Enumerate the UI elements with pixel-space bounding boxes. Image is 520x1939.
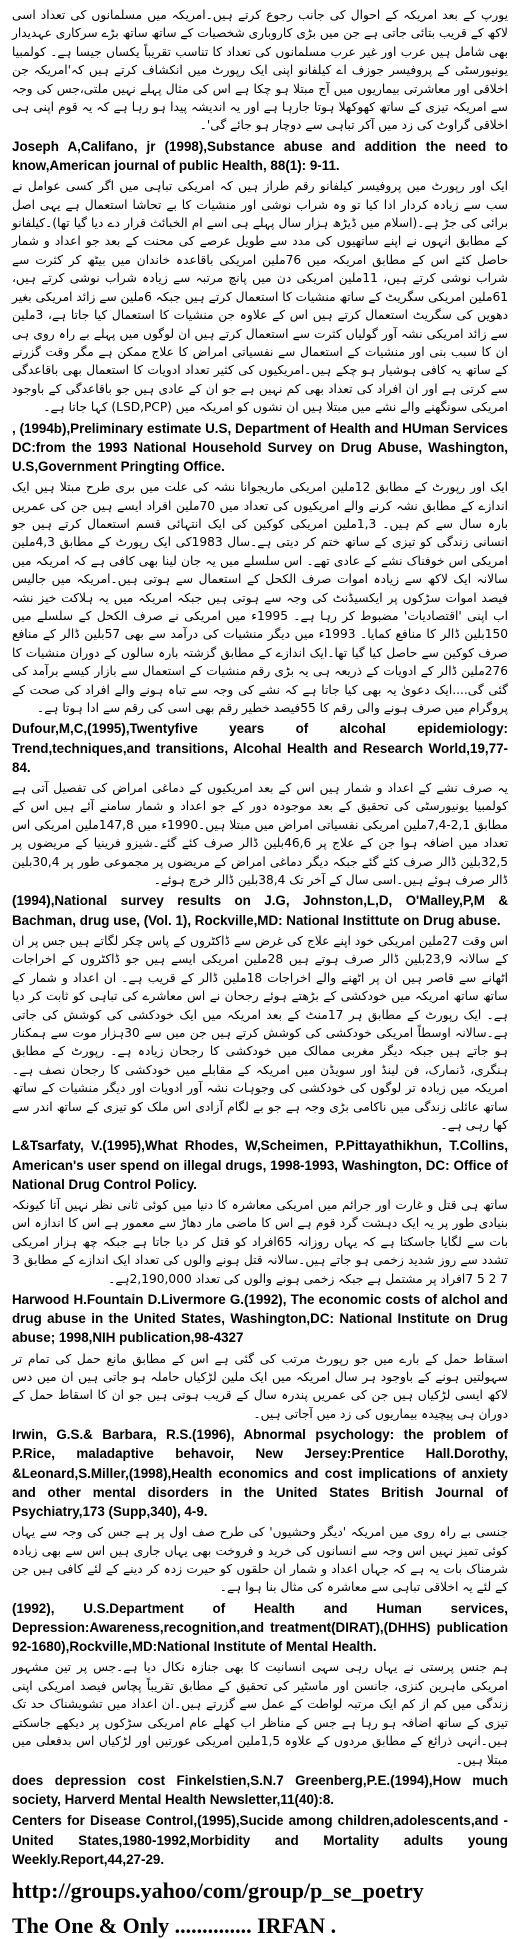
- reference-citation: Irwin, G.S.& Barbara, R.S.(1996), Abnormal psychology: the problem of P.Rice, maladaptive behavoir, New Jersey:Prentice Hall.Dorothy, &Leonard,S.Miller,(1998),Health economics and cost implications of anxiety and other mental disorders in the United States British Journal of Psychiatry,173 (Supp,340), 4-9.: [12, 1427, 508, 1520]
- reference-citation: (1994),National survey results on J.G, Johnston,L,D, O'Malley,P,M & Bachman, drug use, (Vol. 1), Rockville,MD: National Instittute on Drug abuse.: [12, 893, 508, 928]
- reference-citation: Centers for Disease Control,(1995),Sucide among children,adolescents,and -United States,1980-1992,Morbidity and Mortality adults young Weekly.Report,44,27-29.: [12, 1813, 508, 1867]
- urdu-paragraph: ایک اور رپورٹ میں پروفیسر کیلفانو رقم طراز ہیں کہ امریکی تباہی میں اگر کسی عوامل نے سب سے زیادہ کردار ادا کیا تو وہ شراب نوشی اور منشیات کا بے تحاشا استعمال ہے یہی اصل برائی کی جڑ ہے۔(اسلام میں ڈیڑھ ہزار سال پہلے ہی اسے ام الخبائث قرار دے دیا گیا تھا)۔کیلفانو کے مطابق انہوں نے اپنے ساتھیوں کی مدد سے طویل عرصے کی محنت کے بعد جو اعداد و شمار حاصل کئے اس کے مطابق امریکہ میں 76ملین امریکی باقاعدہ خاندان میں بیٹھ کر کثرت سے شراب نوشی کرتے ہیں، 11ملین امریکی دن میں پانچ مرتبہ سے زیادہ شراب نوشی کرتے ہیں، 61ملین امریکی سگریٹ کے ساتھ منشیات کا استعمال کرتے ہیں جبکہ 6ملین سے زائد امریکی بغیر دھویں کی سگریٹ استعمال کرتے ہیں اس کے علاوہ جن منشیات کا استعمال کیا جاتا ہے، 3ملین سے زائد امریکی نشہ آور گولیاں کثرت سے استعمال کرتے ہیں ان لوگوں میں پہلے بے راہ روی ہی ان کا سبب بنی اور منشیات کے استعمال سے نفسیاتی امراض کا علاج ممکن ہے مگر وقت گزرنے کے ساتھ یہ کافی ہوشیار ہو چکے ہیں۔امریکیوں کی کثیر تعداد ادویات کا استعمال بھی باقاعدگی سے کرتی ہے اور ان افراد کی تعداد بھی کم نہیں ہے جو ان کے عادی ہیں جو باقاعدگی کے باوجود امریکی سونگھنے والے نشے میں مبتلا ہیں ان نشوں کو امریکہ میں (LSD,PCP) کہا جاتا ہے۔: [12, 179, 509, 415]
- urdu-paragraph: اسقاط حمل کے بارے میں جو رپورٹ مرتب کی گئی ہے اس کے مطابق مانع حمل کی تمام تر سہولتیں ہونے کے باوجود ہر سال امریکہ میں ایک ملین لڑکیاں حاملہ ہو جاتی ہیں ان میں دس لاکھ ایسی لڑکیاں ہیں جن کی عمریں پندرہ سال کے قریب ہوتی ہیں جو ان کا اسقاط حمل کے دوران ہی پیچیدہ بیماریوں کی زد میں آجاتی ہیں۔: [12, 1351, 508, 1421]
- article-body: [12, 6, 508, 1869]
- reference-citation: Joseph A,Califano, jr (1998),Substance abuse and addition the need to know,American journal of public Health, 88(1): 9-11.: [12, 138, 508, 174]
- reference-citation: Dufour,M,C,(1995),Twentyfive years of alcohal epidemiology: Trend,techniques,and transitions, Alcohal Health and Research World,19,77-84.: [12, 721, 508, 775]
- urdu-paragraph: ہم جنس پرستی نے یہاں رہی سہی انسانیت کا بھی جنازہ نکال دیا ہے۔جس پر تین مشہور امریکی ماہرین کنزی، جانسن اور ماسٹیر کی تحقیق کے مطابق تقریباً پچاس فیصد امریکی اپنی زندگی میں کم از کم ایک مرتبہ لواطت کے عمل سے گزرتے ہیں۔ان اعداد میں تشویشناک حد تک تیزی کے ساتھ اضافہ ہو رہا ہے جس کے مناظر اب کھلے عام امریکی سڑکوں پر دیکھے جاسکتے ہیں۔انہی ذرائع کے مطابق مردوں کے علاوہ 1,5ملین امریکی عورتیں اور لڑکیاں اس بدفعلی میں مبتلا ہیں۔: [12, 1660, 509, 1767]
- signature: The One & Only .............. IRFAN .: [12, 1912, 337, 1938]
- reference-citation: L&Tsarfaty, V.(1995),What Rhodes, W,Scheimen, P.Pittayathikhun, T.Collins, American's user spend on illegal drugs, 1998-1993, Washington, DC: Office of National Drug Control Policy.: [12, 1138, 508, 1192]
- urdu-paragraph: ایک اور رپورٹ کے مطابق 12ملین امریکی ماریجوانا نشہ کی علت میں بری طرح مبتلا ہیں ایک اندازے کے مطابق نشہ کرنے والے امریکیوں کی تعداد میں 70ملین افراد ایسے ہیں جن کی عمریں بارہ سال سے کم ہیں۔ 1,3ملین امریکی کوکین کی ایک انتہائی قسم استعمال کرتے ہیں جو انسانی زندگی کو تیزی کے ساتھ ختم کر دیتی ہے۔سال 1983کی ایک رپورٹ کے مطابق 4,3ملین امریکی اس خوفناک نشے کے عادی تھے۔ اس سلسلے میں یہ جان لینا بھی کافی ہے کہ امریکہ میں سالانہ ایک لاکھ سے زیادہ اموات صرف الکحل کے استعمال سے ہوتی ہیں۔امریکہ میں جالیس فیصد اموات سڑکوں پر ایکسیڈنٹ کی وجہ سے ہوتی ہیں جبکہ امریکہ میں یہ ہلاکت خیز نشہ اب اپنی 'اقتصادیات' مضبوط کر رہا ہے۔ 1995ء میں امریکی نے صرف الکحل کے سلسلے میں 150بلین ڈالر کا منافع کمایا۔ 1993ء میں دیگر منشیات کی درآمد سے بھی 57بلین ڈالر کے منافع صرف کوکین سے حاصل کیا گیا تھا۔ایک اندازے کے مطابق گزشتہ بارہ سالوں کے دوران منشیات کا 276ملین ڈالر کے ادویات کے ذریعہ ہی یہ بڑی رقم منشیات کے استعمال سے بازار کیسے برآمد کی گئی گی....ایک دعویٰ یہ بھی کیا جاتا ہے کہ نشے کی وجہ سے تباہ ہونے والے افراد کی صحت کے پروگرام میں صرف ہونے والی رقم کا 55فیصد خطیر رقم بھی اسی کی رقم سے ادا ہوتا ہے۔: [12, 480, 508, 716]
- reference-citation: Harwood H.Fountain D.Livermore G.(1992), The economic costs of alchol and drug abuse in the United States, Washington,DC: National Institute on Drug abuse; 1998,NIH publication,98-4327: [12, 1291, 508, 1346]
- urdu-paragraph: جنسی بے راہ روی میں امریکہ 'دیگر وحشیوں' کی طرح صف اول پر ہے جس کی وجہ سے یہاں کوئی تمیز نہیں اس وجہ سے انسانوں کی خرید و فروخت بھی یہاں جاری ہیں اس سے بھی زیادہ شرمناک بات یہ ہے کہ جہاں اعداد و شمار ان حلقوں کو حیرت زدہ کر دینے کے لئے کافی ہیں جن کے لئے یہ اخلاقی تباہی سے معاشرہ کی مثال بنا ہوا ہے۔: [12, 1525, 508, 1595]
- urdu-paragraph: یہ صرف نشے کے اعداد و شمار ہیں اس کے بعد امریکیوں کے دماغی امراض کی تفصیل آتی ہے کولمبیا یونیورسٹی کی تحقیق کے بعد موجودہ دور کے جو اعداد و شمار سامنے آئے ہیں اس کے مطابق 2,1-7,4ملین امریکی نفسیاتی امراض میں مبتلا ہیں۔1990ء میں 147,8ملین امریکی اس تعداد میں اضافہ ہوا جن کے علاج پر 46,6بلین ڈالر صرف کئے گئے۔شیزو فرینیا کے مریضوں پر 32,5بلین ڈالر صرف کئے گئے جبکہ دیگر دماغی امراض کے مریضوں پر مجموعی طور پر 30,4بلین ڈالر صرف ہوئے ہیں۔اسی سال کے آخر تک 38,4بلین ڈالر خرچ ہوئے۔: [12, 781, 509, 888]
- urdu-paragraph: ساتھ ہی قتل و غارت اور جرائم میں امریکی معاشرہ کا دنیا میں کوئی ثانی نظر نہیں آتا کیونکہ بنیادی طور پر یہ ایک دہشت گرد قوم ہے اس کا ماضی مار دھاڑ سے معمور ہے اس کا اندازہ اس بات سے لگایا جاسکتا ہے کہ یہاں روزانہ 65افراد کو قتل کر دیا جاتا ہے جبکہ چھ ہزار امریکی تشدد سے روز شدید زخمی ہو جاتے ہیں۔سالانہ قتل ہونے والوں کی تعداد ایک اندازے کے مطابق 3 7 2 5 7افراد پر مشتمل ہے جبکہ زخمی ہونے والوں کی تعداد 2,190,000ہے۔: [12, 1197, 508, 1286]
- group-link[interactable]: http://groups.yahoo/com/group/p_se_poetry: [12, 1877, 424, 1903]
- urdu-paragraph: اس وقت 27ملین امریکی خود اپنے علاج کی غرض سے ڈاکٹروں کے پاس چکر لگاتے ہیں جس پر ان کے سالانہ 23,9بلین ڈالر صرف ہوتے ہیں 28ملین امریکی ایسے ہیں جو ڈاکٹروں کے اخراجات اٹھانے سے قاصر ہیں ان پر اٹھنے والے اخراجات 18ملین ڈالر کے قریب ہے۔ ان اعداد و شمار کے ساتھ ساتھ امریکہ میں خودکشی کے بڑھتے ہوئے رجحان نے اس معاشرے کی تباہی کو ثابت کر دیا ہے۔ ایک رپورٹ کے مطابق ہر 17منٹ کے بعد امریکہ میں ایک خودکشی کی کوشش کی جاتی ہے۔سالانہ اوسطاً امریکی خودکشی کی کوشش کرتے ہیں جن میں سے 30ہزار موت سے ہمکنار ہو جاتے ہیں جبکہ دیگر مغربی ممالک میں خودکشی کا رجحان زیادہ ہے۔ رپورٹ کے مطابق ہنگری، ڈنمارک، فن لینڈ اور سویڈن میں امریکہ کے مقابلے میں خودکشی کا رجحان نصف ہے۔امریکہ میں زیادہ تر لوگوں کی خودکشی کی وجوہات نشہ آور ادویات اور دیگر منشیات کے ساتھ ساتھ عائلی زندگی میں ناکامی بڑی وجہ ہے جو بے لگام آزادی اس ملک کو تیزی کے ساتھ اندر سے کھا رہی ہے۔: [12, 933, 509, 1132]
- urdu-paragraph: یورپ کے بعد امریکہ کے احوال کی جانب رجوع کرتے ہیں۔امریکہ میں مسلمانوں کی تعداد اسی لاکھ کے قریب بتائی جاتی ہے جن میں بڑی کاروباری شخصیات کے ساتھ ساتھ بڑے سرکاری عہدیدار بھی شامل ہیں عرب اور غیر عرب مسلمانوں کی تعداد کا تناسب تقریباً یکساں جیسا ہے۔ کولمبیا یونیورسٹی کے پروفیسر جوزف اے کیلفانو اپنی ایک رپورٹ میں انکشاف کرتے ہیں کہ'امریکہ جن اخلاقی اور معاشرتی بیماریوں میں آج مبتلا ہو چکا ہے اس کی مثال پہلے نہیں ملتی،جس کی وجہ سے امریکہ تیزی کے ساتھ کھوکھلا ہوتا جارہا ہے اور یہ اندیشہ پیدا ہو رہا ہے کہ یہ قوم اپنی ہی اخلاقی گراوٹ کی زد میں آکر تباہی سے دوچار ہو جائے گی'۔: [12, 8, 508, 133]
- reference-citation: does depression cost Finkelstien,S.N.7 Greenberg,P.E.(1994),How much society, Harverd Mental Health Newsletter,11(40):8.: [12, 1772, 508, 1808]
- reference-citation: (1992), U.S.Department of Health and Human services, Depression:Awareness,recognition,and treatment(DIRAT),(DHHS) publication 92-1680),Rockville,MD:National Institute of Mental Health.: [12, 1600, 508, 1655]
- reference-citation: , (1994b),Preliminary estimate U.S, Department of Health and HUman Services DC:from the 1993 National Household Survey on Drug Abuse, Washington, U.S,Government Pringting Office.: [12, 420, 508, 474]
